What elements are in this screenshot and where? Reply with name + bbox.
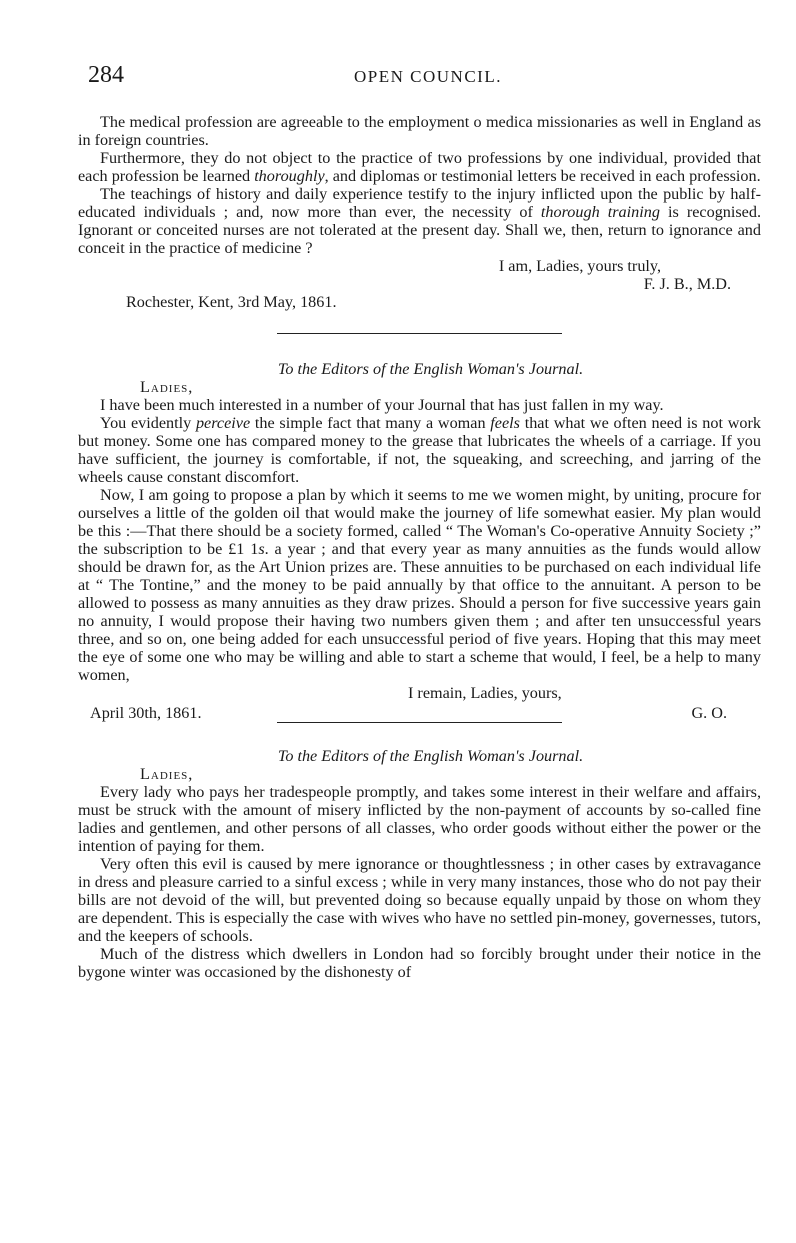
letter-3 [78, 747, 761, 981]
emphasis: feels [490, 414, 520, 432]
emphasis: thorough training [540, 203, 660, 221]
paragraph: Much of the distress which dwellers in London had so forcibly brought under their notice in the bygone winter was occasioned by the dishonesty of [78, 945, 761, 981]
paragraph: The medical profession are agreeable to the employment o medica missionaries as well in England as in foreign countries. [78, 113, 761, 149]
paragraph: Furthermore, they do not object to the practice of two professions by one individual, provided that each profession be learned thoroughly, and diplomas or testimonial letters be received in each profession. [78, 149, 761, 185]
signoff: I am, Ladies, yours truly, [498, 257, 661, 275]
letter-heading: To the Editors of the English Woman's Journal. [277, 747, 584, 765]
section-divider [277, 722, 562, 723]
letter-heading: To the Editors of the English Woman's Journal. [277, 360, 584, 378]
emphasis: perceive [195, 414, 251, 432]
place-date: Rochester, Kent, 3rd May, 1861. [126, 293, 337, 311]
paragraph: Now, I am going to propose a plan by which it seems to me we women might, by uniting, procure for ourselves a little of the golden oil that would make the journey of life somewhat easier. My plan would be this :—That there should be a society formed, called “ The Woman's Co-operative Annuity Society ;” the subscription to be £1 1s. a year ; and that every year as many annuities as the funds would allow should be drawn for, as the Art Union prizes are. These annuities to be purchased on each individual life at “ The Tontine,” and the money to be paid annually by that office to the annuitant. A person to be allowed to possess as many annuities as they draw prizes. Should a person for five successive years gain no annuity, I would propose their having two numbers given them ; and after ten unsuccessful years three, and so on, one being added for each unsuccessful period of five years. Hoping that this may meet the eye of some one who may be willing and able to start a scheme that would, I feel, be a help to many women, [78, 486, 761, 684]
emphasis: thoroughly [254, 167, 325, 185]
running-title: OPEN COUNCIL. [354, 67, 502, 86]
letter-2 [78, 360, 761, 722]
page-body [78, 113, 761, 981]
page-number: 284 [88, 62, 124, 88]
section-divider [277, 333, 562, 334]
paragraph: I have been much interested in a number of your Journal that has just fallen in my way. [100, 396, 664, 414]
signature: G. O. [691, 704, 727, 722]
signature: F. J. B., M.D. [643, 275, 731, 293]
emphasis: s [258, 540, 265, 558]
letter-1 [78, 113, 761, 311]
letter-date: April 30th, 1861. [90, 704, 202, 722]
paragraph: You evidently perceive the simple fact that many a woman feels that what we often need is not work but money. Some one has compared money to the grease that lubricates the wheels of a carriage. If you have sufficient, the journey is comfortable, if not, the squeaking, and screeching, and jarring of the wheels cause constant discomfort. [78, 414, 761, 486]
date-signature-line [78, 704, 761, 722]
closing: I remain, Ladies, yours, [408, 684, 562, 702]
paragraph: The teachings of history and daily experience testify to the injury inflicted upon the public by half-educated individuals ; and, now more than ever, the necessity of thorough training is recognised. Ignorant or conceited nurses are not tolerated at the present day. Shall we, then, return to ignorance and conceit in the practice of medicine ? [78, 185, 762, 257]
paragraph: Every lady who pays her tradespeople promptly, and takes some interest in their welfare and affairs, must be struck with the amount of misery inflicted by the non-payment of accounts by so-called fine ladies and gentlemen, and other persons of all classes, who order goods without either the power or the intention of paying for them. [78, 783, 761, 855]
salutation: Ladies, [140, 765, 194, 783]
page-header [88, 62, 768, 92]
paragraph: Very often this evil is caused by mere ignorance or thoughtlessness ; in other cases by extravagance in dress and pleasure carried to a sinful excess ; while in very many instances, those who do not pay their bills are not devoid of the will, but prevented doing so because equally unpaid by those on whom they are dependent. This is especially the case with wives who have no settled pin-money, governesses, tutors, and the keepers of schools. [78, 855, 761, 945]
salutation: Ladies, [140, 378, 194, 396]
